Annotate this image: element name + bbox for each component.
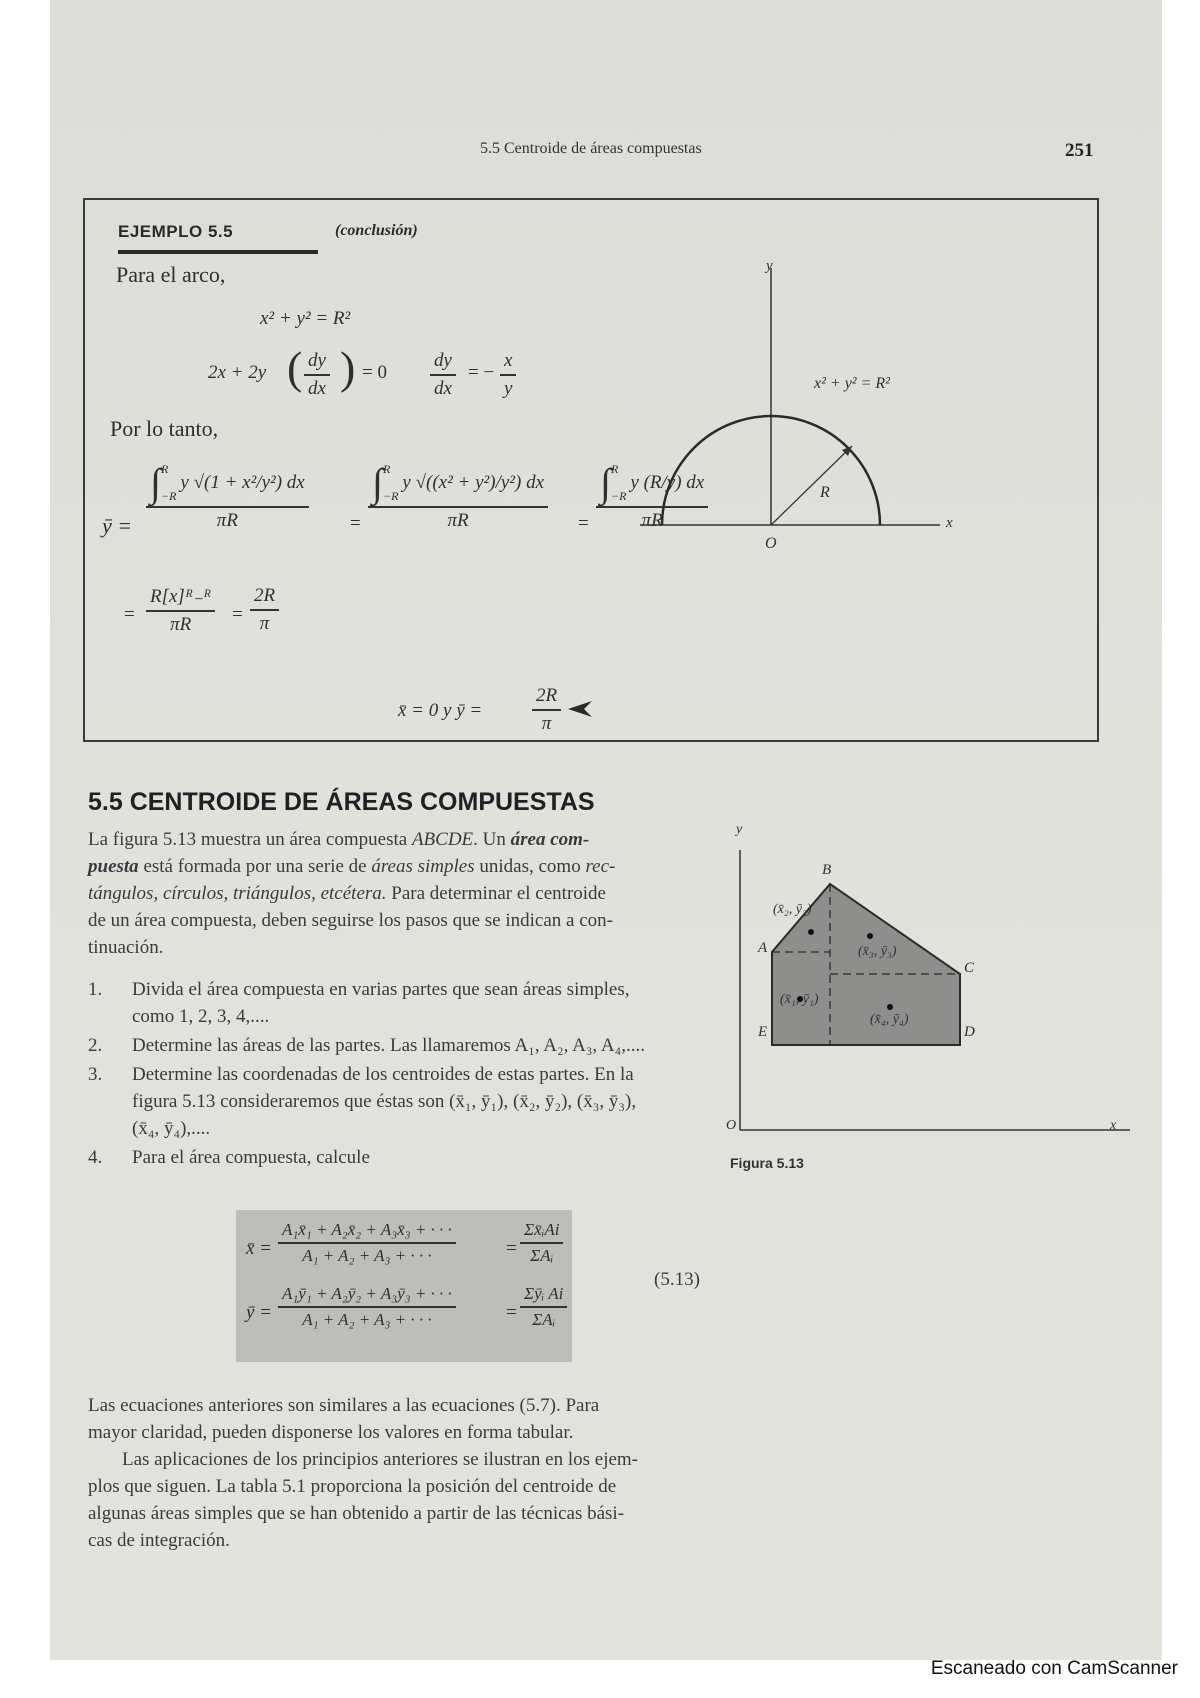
equals-sign: = bbox=[578, 513, 589, 534]
fig513-y: y bbox=[736, 822, 743, 837]
denominator-pi-r: πR bbox=[447, 509, 469, 531]
integral-fraction-1 bbox=[146, 462, 309, 532]
ybar-sum-fraction bbox=[520, 1284, 567, 1330]
arc-intro: Para el arco, bbox=[116, 262, 226, 287]
fig-radius-label: R bbox=[820, 484, 830, 501]
step-line: Para el área compuesta, calcule bbox=[132, 1147, 370, 1168]
step-number: 3. bbox=[88, 1064, 103, 1085]
page-number: 251 bbox=[1065, 140, 1094, 161]
closing-paragraph bbox=[88, 1392, 728, 1554]
fig-y-label: y bbox=[766, 258, 773, 274]
running-head: 5.5 Centroide de áreas compuestas bbox=[480, 140, 702, 157]
intro-line: tinuación. bbox=[88, 937, 164, 958]
closing-line: mayor claridad, pueden disponerse los valores en forma tabular. bbox=[88, 1422, 574, 1443]
integral-1-numerator bbox=[146, 462, 309, 506]
closing-line: algunas áreas simples que se han obtenido a partir de las técnicas bási- bbox=[88, 1503, 625, 1524]
step-line: Divida el área compuesta en varias partes que sean áreas simples, bbox=[132, 979, 630, 1000]
intro-bold: puesta bbox=[88, 856, 139, 877]
dy-dx-fraction-2 bbox=[430, 350, 456, 400]
fig513-x: x bbox=[1110, 1118, 1117, 1133]
step-result-fraction bbox=[250, 585, 279, 635]
closing-line: plos que siguen. La tabla 5.1 proporciona la posición del centroide de bbox=[88, 1476, 617, 1497]
dx-text: dx bbox=[308, 377, 326, 399]
integrand-1: y √(1 + x²/y²) dx bbox=[180, 472, 305, 493]
xbar-sum-denominator: ΣAᵢ bbox=[530, 1245, 554, 1265]
intro-text: unidas, como bbox=[474, 856, 586, 877]
result-denominator: π bbox=[541, 712, 552, 734]
dy-dx-fraction bbox=[304, 350, 330, 400]
x-text: x bbox=[504, 350, 513, 371]
intro-text: Para determinar el centroide bbox=[386, 883, 606, 904]
intro-italic: áreas simples bbox=[371, 856, 475, 877]
centroid-3-label: (x̄₃, ȳ₃) bbox=[858, 944, 897, 959]
step-result-denominator: π bbox=[259, 612, 270, 634]
step-number: 2. bbox=[88, 1035, 103, 1056]
closing-line: cas de integración. bbox=[88, 1530, 230, 1551]
step-body bbox=[132, 976, 630, 1030]
paren-close: ) bbox=[340, 342, 356, 393]
intro-italic: tángulos, círculos, triángulos, etcétera. bbox=[88, 883, 387, 904]
equals-minus: = − bbox=[468, 362, 495, 383]
step-number: 4. bbox=[88, 1147, 103, 1168]
result-numerator: 2R bbox=[536, 685, 558, 706]
circle-equation: x² + y² = R² bbox=[260, 308, 351, 329]
step-line: como 1, 2, 3, 4,.... bbox=[132, 1006, 270, 1027]
ybar-sum-denominator: ΣAᵢ bbox=[532, 1309, 556, 1329]
equals-sign: = bbox=[506, 1238, 517, 1259]
centroid-1-label: (x̄₁, ȳ₁) bbox=[780, 992, 819, 1007]
fig-curve-label: x² + y² = R² bbox=[814, 375, 890, 392]
step-item bbox=[88, 1061, 728, 1142]
intro-bold: área com- bbox=[510, 829, 590, 850]
xbar-sum-numerator: Σx̄ᵢAi bbox=[524, 1220, 560, 1239]
xbar-fraction bbox=[278, 1220, 456, 1266]
example-conclusion: (conclusión) bbox=[335, 222, 418, 239]
intro-line: de un área compuesta, deben seguirse los pasos que se indican a con- bbox=[88, 910, 613, 931]
intro-italic: rec- bbox=[585, 856, 616, 877]
scanner-watermark: Escaneado con CamScanner bbox=[930, 1658, 1178, 1679]
equals-zero: = 0 bbox=[362, 362, 387, 383]
xbar-label: x̄ = bbox=[246, 1238, 273, 1259]
equals-sign: = bbox=[350, 513, 361, 534]
step-line: Determine las coordenadas de los centroides de estas partes. En la bbox=[132, 1064, 634, 1085]
centroid-2-dot bbox=[808, 929, 814, 935]
step-body bbox=[132, 1032, 645, 1059]
example-label: EJEMPLO 5.5 bbox=[118, 222, 234, 241]
integral-limits bbox=[161, 462, 176, 504]
result-text: x̄ = 0 y ȳ = bbox=[398, 700, 483, 721]
centroid-4-label: (x̄₄, ȳ₄) bbox=[870, 1012, 909, 1027]
section-intro bbox=[88, 826, 708, 961]
x-over-y-fraction bbox=[500, 350, 516, 400]
intro-line bbox=[88, 826, 708, 853]
intro-text: . Un bbox=[473, 829, 511, 850]
fig-x-label: x bbox=[946, 515, 953, 531]
step-line: Determine las áreas de las partes. Las llamaremos A₁, A₂, A₃, A₄,.... bbox=[132, 1035, 645, 1056]
therefore-text: Por lo tanto, bbox=[110, 416, 219, 441]
ybar-label: ȳ = bbox=[102, 513, 133, 538]
integrand-2: y √((x² + y²)/y²) dx bbox=[402, 472, 544, 493]
dy-text: dy bbox=[434, 350, 452, 371]
upper-limit: R bbox=[382, 462, 391, 476]
ybar-label: ȳ = bbox=[246, 1302, 273, 1323]
ybar-denominator: A₁ + A₂ + A₃ + · · · bbox=[302, 1309, 432, 1329]
denominator-pi-r: πR bbox=[641, 509, 663, 531]
dx-text: dx bbox=[434, 377, 452, 399]
point-c-label: C bbox=[964, 960, 975, 976]
steps-list bbox=[88, 976, 728, 1171]
step-body bbox=[132, 1144, 370, 1171]
xbar-numerator: A₁x̄₁ + A₂x̄₂ + A₃x̄₃ + · · · bbox=[282, 1220, 452, 1239]
intro-line bbox=[88, 853, 708, 880]
upper-limit: R bbox=[160, 462, 169, 476]
equals-sign: = bbox=[124, 604, 135, 625]
upper-limit: R bbox=[610, 462, 619, 476]
ybar-numerator: A₁ȳ₁ + A₂ȳ₂ + A₃ȳ₃ + · · · bbox=[282, 1284, 452, 1303]
lower-limit: −R bbox=[160, 489, 177, 503]
intro-text: está formada por una serie de bbox=[138, 856, 372, 877]
result-fraction bbox=[532, 685, 561, 735]
denominator-pi-r: πR bbox=[216, 509, 238, 531]
integral-limits bbox=[383, 462, 398, 504]
closing-line: Las aplicaciones de los principios anteriores se ilustran en los ejem- bbox=[122, 1449, 639, 1470]
point-b-label: B bbox=[822, 862, 832, 878]
composite-area-figure bbox=[730, 840, 1150, 1140]
step-item bbox=[88, 1032, 728, 1059]
integral-sign: ∫ bbox=[372, 460, 383, 505]
equals-sign: = bbox=[232, 604, 243, 625]
integral-sign: ∫ bbox=[600, 460, 611, 505]
closing-line: Las ecuaciones anteriores son similares a las ecuaciones (5.7). Para bbox=[88, 1395, 600, 1416]
ybar-fraction bbox=[278, 1284, 456, 1330]
integral-2-numerator bbox=[368, 462, 548, 506]
scanned-page bbox=[50, 0, 1162, 1660]
integral-fraction-2 bbox=[368, 462, 548, 532]
step-item bbox=[88, 1144, 728, 1171]
radius-line bbox=[771, 446, 852, 525]
result-arrow-icon bbox=[568, 700, 594, 718]
example-underline bbox=[118, 250, 318, 254]
lower-limit: −R bbox=[610, 489, 627, 503]
lower-limit: −R bbox=[382, 489, 399, 503]
derivative-left: 2x + 2y bbox=[208, 362, 267, 383]
figure-caption: Figura 5.13 bbox=[730, 1155, 804, 1171]
ybar-sum-numerator: Σȳᵢ Ai bbox=[524, 1284, 564, 1303]
point-a-label: A bbox=[758, 940, 768, 956]
fig513-origin: O bbox=[726, 1118, 737, 1133]
centroid-2-label: (x̄₂, ȳ₂) bbox=[773, 902, 812, 917]
paren-open: ( bbox=[287, 342, 303, 393]
dy-text: dy bbox=[308, 350, 326, 371]
step-number: 1. bbox=[88, 979, 103, 1000]
point-d-label: D bbox=[964, 1024, 975, 1040]
integrand-3: y (R/y) dx bbox=[630, 472, 705, 493]
step-line: figura 5.13 consideraremos que éstas son (x̄₁, ȳ₁), (x̄₂, ȳ₂), (x̄₃, ȳ₃), bbox=[132, 1091, 637, 1112]
y-text: y bbox=[504, 377, 513, 399]
step-result-numerator: 2R bbox=[254, 585, 276, 606]
step-fraction bbox=[146, 585, 215, 636]
step-line: (x̄₄, ȳ₄),.... bbox=[132, 1118, 211, 1139]
step-denominator: πR bbox=[170, 613, 192, 635]
intro-abcde: ABCDE bbox=[411, 829, 474, 850]
centroid-4-dot bbox=[887, 1004, 893, 1010]
intro-text: La figura 5.13 muestra un área compuesta bbox=[88, 829, 412, 850]
section-title: 5.5 CENTROIDE DE ÁREAS COMPUESTAS bbox=[88, 788, 595, 816]
point-e-label: E bbox=[758, 1024, 768, 1040]
integral-limits bbox=[611, 462, 626, 504]
semicircle-figure bbox=[640, 258, 1060, 558]
step-item bbox=[88, 976, 728, 1030]
xbar-denominator: A₁ + A₂ + A₃ + · · · bbox=[302, 1245, 432, 1265]
xbar-sum-fraction bbox=[520, 1220, 563, 1266]
step-numerator: R[x]ᴿ₋ᴿ bbox=[150, 586, 212, 607]
equation-number: (5.13) bbox=[654, 1269, 700, 1290]
step-body bbox=[132, 1061, 636, 1142]
fig-origin-label: O bbox=[765, 535, 777, 552]
centroid-3-dot bbox=[867, 933, 873, 939]
integral-sign: ∫ bbox=[150, 460, 161, 505]
intro-line bbox=[88, 880, 708, 907]
equals-sign: = bbox=[506, 1302, 517, 1323]
